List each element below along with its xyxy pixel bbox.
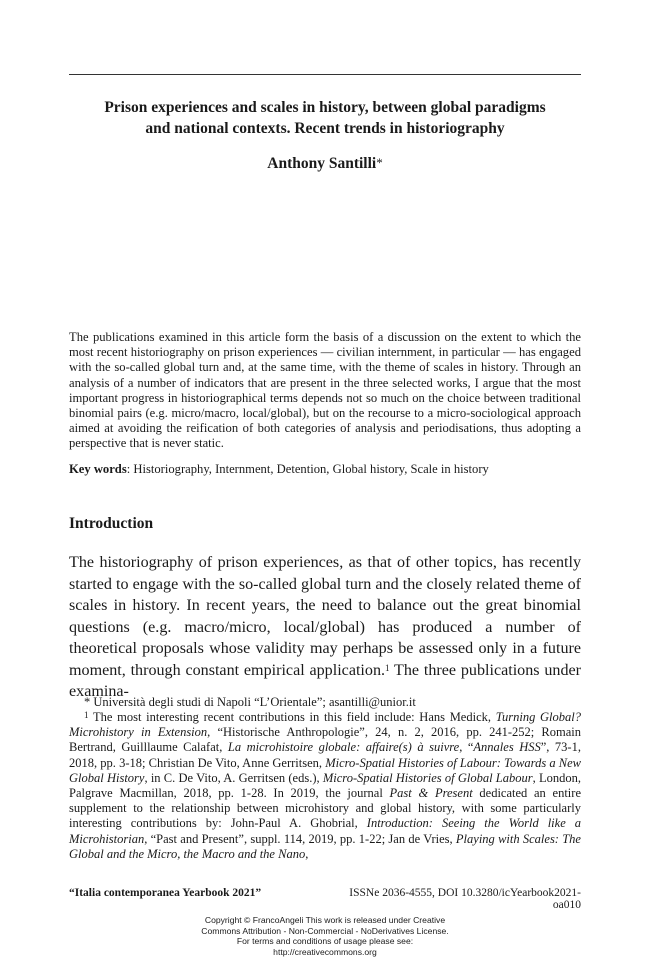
footnote-1-text: dedicated an entire supplement to the relationship between microhistory and global history, with some particularly interesting contributions by: John-Paul A. Ghobrial, (69, 786, 581, 831)
footnote-1-title: Playing with Scales: The Global and the Micro, the Macro and the Nano (69, 831, 581, 861)
abstract-text: The publications examined in this article form the basis of a discussion on the extent to which the most recent historiography on prison experiences — civilian internment, in particular — has engaged with the so-called global turn and, at the same time, with the theme of scales in history. Through an analysis of a number of indicators that are present in the three selected works, I argue that the most important progress in historiographical terms depends not so much on the choice between traditional binomial pairs (e.g. micro/macro, local/global), but on the recourse to a micro-sociological approach aimed at avoiding the reification of both categories of analysis and periodisations, thus adopting a perspective that is never static. (69, 330, 581, 451)
footnote-1-title: La microhistoire globale: affaire(s) à suivre (227, 740, 460, 755)
footnote-1-text: ”, 73-1, 2018, pp. 3-18; Christian De Vito, Anne Gerritsen, (69, 740, 581, 770)
footnote-1-text: , “ (459, 740, 474, 755)
keywords-label: Key words (69, 462, 127, 476)
footnote-1-title: Past & Present (389, 786, 473, 801)
footnote-1-title: Micro-Spatial Histories of Global Labour (322, 770, 533, 785)
footnote-1-text: , “Past and Present”, suppl. 114, 2019, pp. 1-22; Jan de Vries, (144, 831, 456, 846)
journal-name: “Italia contemporanea Yearbook 2021” (69, 887, 262, 899)
copyright-notice (0, 915, 650, 957)
abstract (69, 330, 581, 452)
article-title-line-1: Prison experiences and scales in history, between global paradigms (104, 99, 546, 116)
footnote-1-text: , “Historische Anthropologie”, 24, n. 2, 2016, pp. 241-252; Romain Bertrand, Guilllaume Calafat, (69, 725, 581, 755)
footnote-1-title: Micro-Spatial Histories of Labour: Towards a New Global History (69, 755, 581, 785)
author-footnote-mark: * (376, 155, 383, 170)
body-paragraph (69, 552, 581, 703)
body-paragraph-tail: The three publications under examina- (69, 661, 581, 700)
article-title (69, 97, 581, 139)
header-rule (69, 74, 581, 75)
section-heading: Introduction (69, 515, 154, 532)
copyright-line: Commons Attribution - Non-Commercial - NoDerivatives License. (201, 925, 449, 936)
copyright-line: For terms and conditions of usage please see: (236, 936, 414, 947)
footnote-1-title: Introduction: Seeing the World like a Microhistorian (69, 816, 581, 846)
creative-commons-link[interactable]: http://creativecommons.org (273, 946, 377, 957)
footnote-1-title: Turning Global? Microhistory in Extension (69, 710, 581, 740)
footnote-1 (69, 710, 581, 862)
footnote-1-mark: 1 (84, 710, 89, 720)
keywords-list: : Historiography, Internment, Detention, Global history, Scale in history (126, 462, 489, 476)
article-title-line-2: and national contexts. Recent trends in historiography (145, 120, 505, 137)
issn-doi: ISSNe 2036-4555, DOI 10.3280/icYearbook2021-oa010 (349, 887, 581, 911)
footnote-1-text: , London, Palgrave Macmillan, 2018, pp. 1-28. In 2019, the journal (69, 770, 581, 801)
footnote-reference-1: 1 (385, 662, 390, 673)
footnote-star: * Università degli studi di Napoli “L’Orientale”; asantilli@unior.it (84, 695, 416, 709)
footnote-1-title: Annales HSS (473, 740, 541, 755)
author-name (69, 154, 581, 174)
keywords (69, 462, 581, 477)
footnote-1-text: The most interesting recent contributions in this field include: Hans Medick, (88, 710, 496, 724)
footnote-1-text: , (305, 846, 309, 861)
author-name-text: Anthony Santilli (267, 155, 377, 172)
footnote-1-text: , in C. De Vito, A. Gerritsen (eds.), (144, 770, 323, 785)
copyright-line: Copyright © FrancoAngeli This work is released under Creative (204, 915, 446, 925)
body-paragraph-text: The historiography of prison experiences, as that of other topics, has recently started to engage with the so-called global turn and the closely related theme of scales in history. In recent years, the need to balance out the great binomial questions (e.g. macro/micro, local/global) has produced a number of theoretical proposals whose validity may perhaps be assessed only in a future moment, through constant empirical application. (69, 554, 581, 679)
